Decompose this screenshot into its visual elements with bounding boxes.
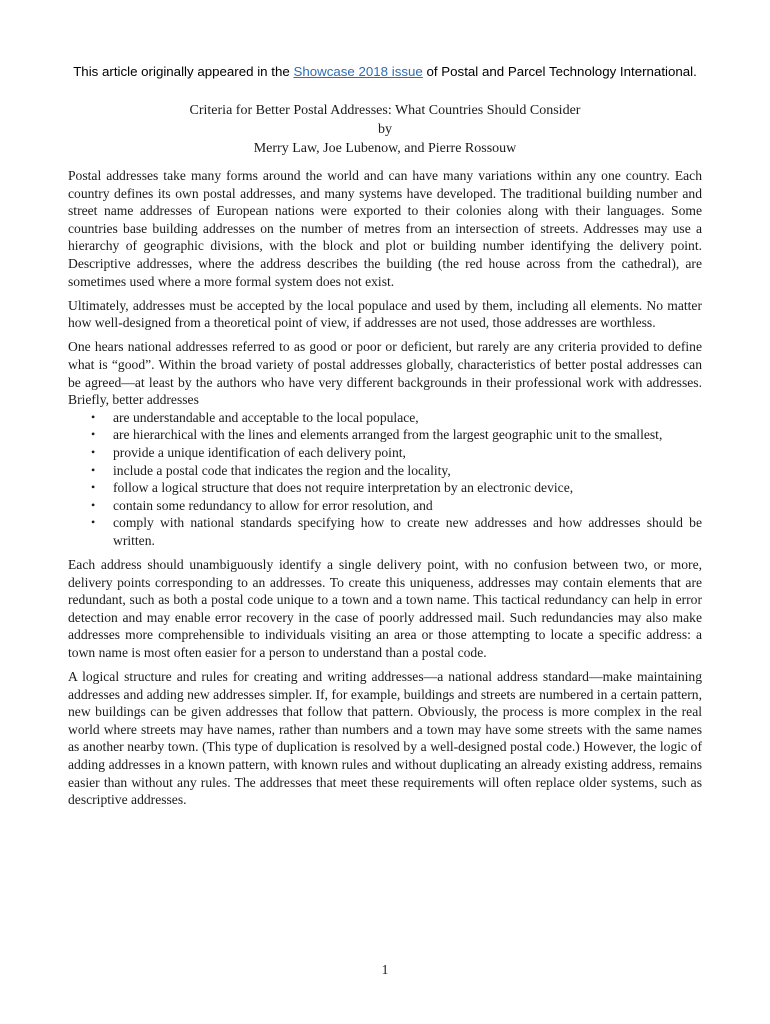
paragraph-intro: Postal addresses take many forms around the world and can have many variations within any one country. Each country defines its own postal addresses, and many systems have developed. The traditional building number and street name addresses of European nations were exported to their colonies along with their languages. Some countries base building addresses on the number of metres from an intersection of streets. Addresses may use a hierarchy of geographic divisions, with the block and plot or building number identifying the delivery point. Descriptive addresses, where the address describes the building (the red house across from the cathedral), are sometimes used where a more formal system does not exist. [68, 168, 702, 289]
bullet-icon: • [91, 427, 96, 442]
notice-prefix: This article originally appeared in the [73, 64, 294, 79]
bullet-icon: • [91, 480, 96, 495]
article-authors: Merry Law, Joe Lubenow, and Pierre Rossouw [253, 141, 517, 156]
bullet-icon: • [91, 409, 96, 424]
notice-suffix: of Postal and Parcel Technology International. [422, 64, 697, 79]
list-item: • are hierarchical with the lines and elements arranged from the largest geographic unit to the smallest, [91, 427, 663, 443]
list-item: • provide a unique identification of each delivery point, [91, 444, 406, 460]
showcase-issue-link[interactable]: Showcase 2018 issue [293, 64, 423, 79]
page-number: 1 [381, 962, 389, 977]
byline-by: by [378, 122, 392, 137]
article-title: Criteria for Better Postal Addresses: What Countries Should Consider [189, 103, 581, 118]
bullet-icon: • [91, 497, 96, 512]
bullet-icon: • [91, 462, 96, 477]
paragraph-standards: A logical structure and rules for creating and writing addresses—a national address standard—make maintaining addresses and adding new addresses simpler. If, for example, buildings and streets are numbered in a certain pattern, new buildings can be given addresses that follow that pattern. Obviously, the process is more complex in the real world where streets may have names, rather than numbers and a town may have some streets with the same names as another nearby town. (This type of duplication is resolved by a well-designed postal code.) However, the logic of adding addresses in a known pattern, with known rules and without duplicating an already existing address, remains easier than without any rules. The addresses that meet these requirements will often replace older systems, such as descriptive addresses. [68, 669, 702, 808]
list-item: • include a postal code that indicates the region and the locality, [91, 462, 451, 478]
bullet-icon: • [91, 515, 96, 530]
list-item: • are understandable and acceptable to the local populace, [91, 409, 419, 425]
paragraph-uniqueness: Each address should unambiguously identify a single delivery point, with no confusion between two, or more, delivery points corresponding to an addresses. To create this uniqueness, addresses may contain elements that are redundant, such as both a postal code unique to a town and a town name. This tactical redundancy can help in error detection and may enable error recovery in the case of poorly addressed mail. Such redundancies may also make addresses more comprehensible to individuals visiting an area or those attempting to locate a specific address: a town name is most often easier for a person to understand than a postal code. [68, 556, 702, 660]
list-item: • contain some redundancy to allow for error resolution, and [91, 497, 433, 513]
publication-notice [0, 64, 770, 79]
criteria-list [68, 409, 702, 550]
article-heading [0, 101, 770, 158]
paragraph-acceptance: Ultimately, addresses must be accepted by the local populace and used by them, including all elements. No matter how well-designed from a theoretical point of view, if addresses are not used, those addresses are worthless. [68, 297, 702, 331]
bullet-icon: • [91, 444, 96, 459]
article-body [68, 167, 702, 815]
list-item: • follow a logical structure that does not require interpretation by an electronic device, [91, 480, 574, 496]
paragraph-criteria-intro: One hears national addresses referred to as good or poor or deficient, but rarely are any criteria provided to define what is “good”. Within the broad variety of postal addresses globally, characteristics of better postal addresses can be agreed—at least by the authors who have very different backgrounds in their professional work with addresses. Briefly, better addresses [68, 339, 702, 408]
list-item: • comply with national standards specifying how to create new addresses and how addresses should be written. [91, 515, 702, 548]
